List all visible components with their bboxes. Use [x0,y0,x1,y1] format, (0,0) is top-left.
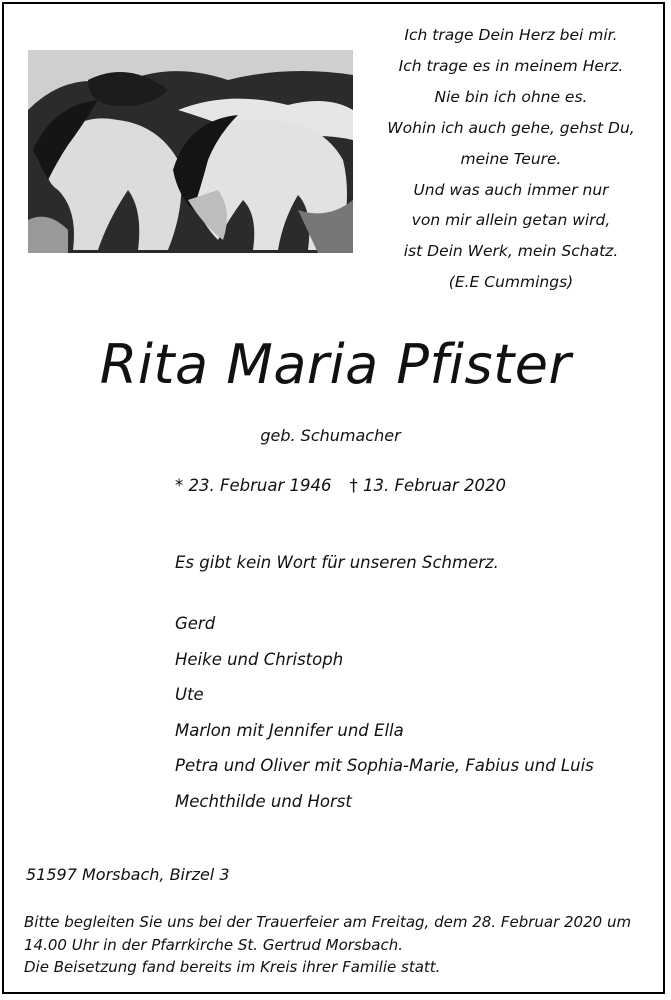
life-dates [175,474,506,498]
poem-line: Nie bin ich ohne es. [434,87,588,106]
poem-line: Ich trage Dein Herz bei mir. [404,26,618,44]
notice-line: 14.00 Uhr in der Pfarrkirche St. Gertrud Morsbach. [24,935,404,954]
poem-line: von mir allein getan wird, [411,211,611,230]
notice-line: Die Beisetzung fand bereits im Kreis ihrer Familie statt. [24,958,441,976]
poem-attribution: (E.E Cummings) [448,273,574,292]
notice-line: Bitte begleiten Sie uns bei der Trauerfeier am Freitag, dem 28. Februar 2020 um [24,913,632,931]
poem-line: Ich trage es in meinem Herz. [398,56,624,75]
horses-painting-image [28,50,353,253]
mourner-item: Petra und Oliver mit Sophia-Marie, Fabius und Luis [175,756,594,776]
poem-line: Wohin ich auch gehe, gehst Du, [387,118,635,137]
death-date: 13. Februar 2020 [362,476,506,495]
poem-line: Und was auch immer nur [413,180,609,199]
mourner-item: Gerd [175,614,216,633]
mourner-item: Marlon mit Jennifer und Ella [175,720,404,740]
poem-line: ist Dein Werk, mein Schatz. [403,242,619,261]
mourners-list [175,606,594,820]
cross-icon: † [349,476,358,495]
mourner-item: Mechthilde und Horst [175,791,352,811]
deceased-name: Rita Maria Pfister [99,333,572,396]
maiden-name: geb. Schumacher [260,426,401,445]
poem [376,20,646,298]
birth-date: * 23. Februar 1946 [175,476,332,495]
funeral-notice [24,911,654,979]
obituary-notice [2,2,665,994]
mourning-quote: Es gibt kein Wort für unseren Schmerz. [175,553,499,572]
mourner-item: Heike und Christoph [175,649,344,669]
mourner-item: Ute [175,685,204,705]
address: 51597 Morsbach, Birzel 3 [26,865,230,884]
poem-line: meine Teure. [460,149,562,168]
